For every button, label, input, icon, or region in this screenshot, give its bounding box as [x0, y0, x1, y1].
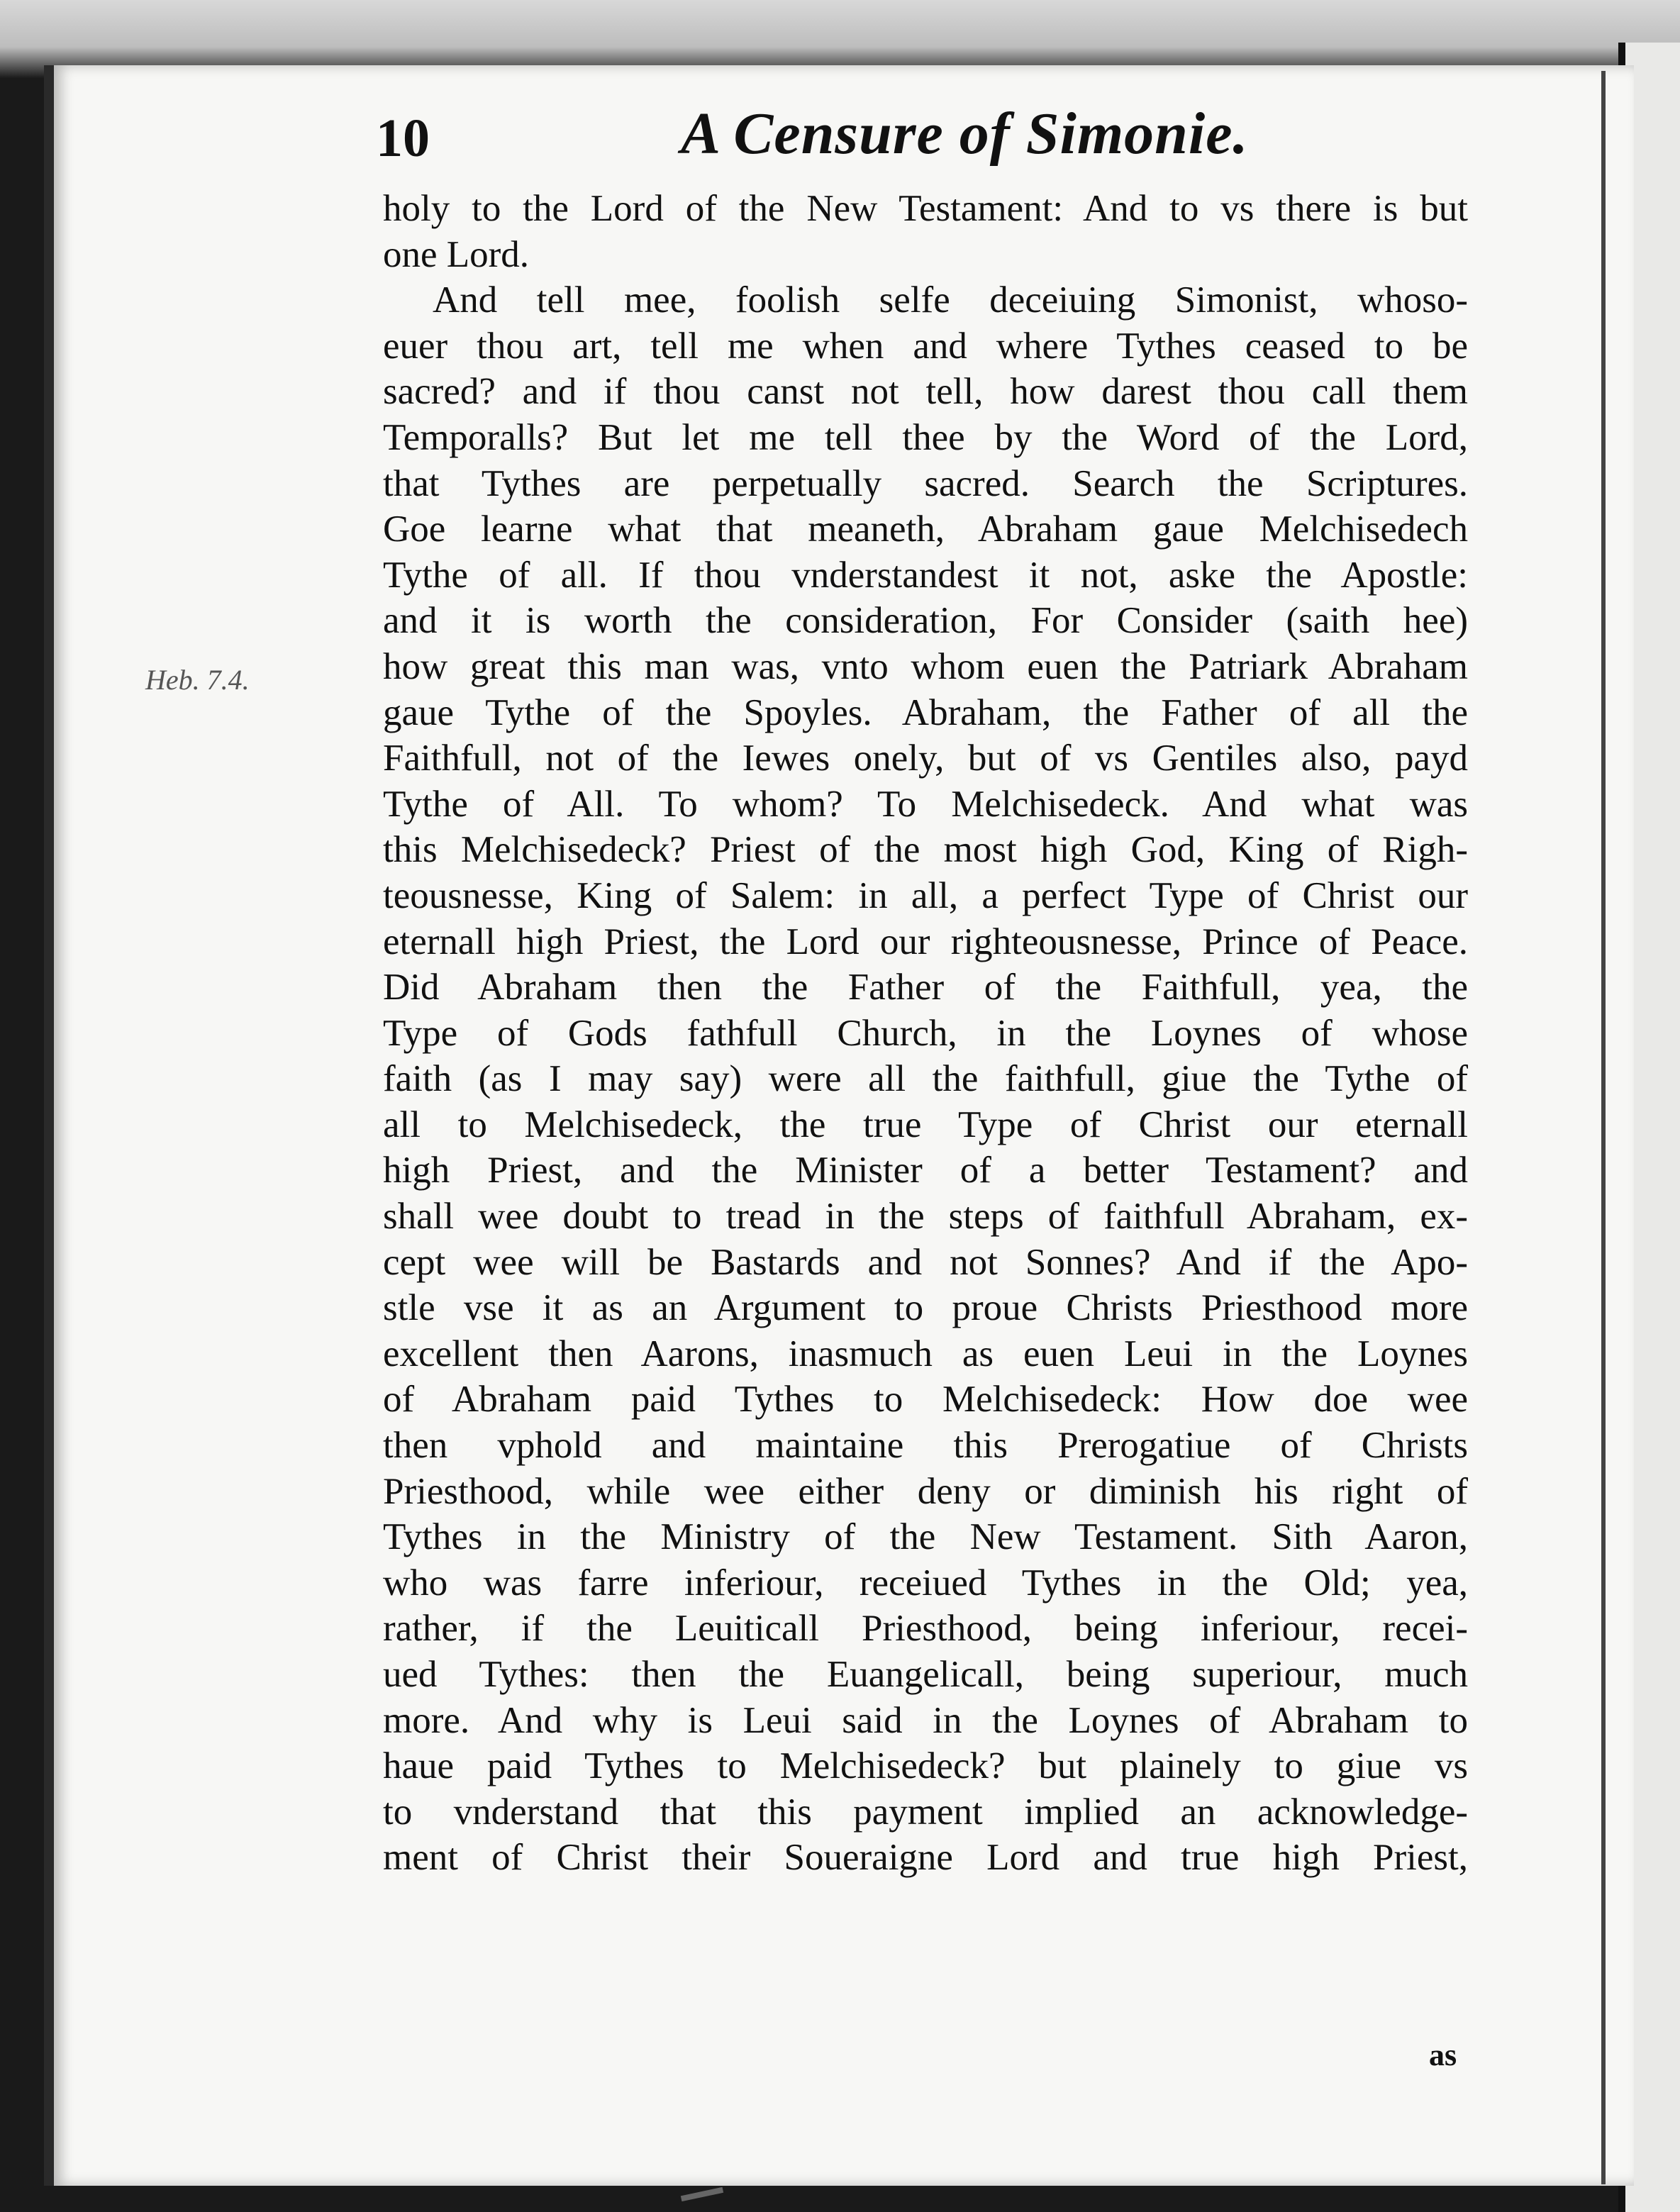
text-line: that Tythes are perpetually sacred. Search the Scriptures.	[383, 462, 1468, 504]
text-line: then vphold and maintaine this Prerogatiue of Christs	[383, 1425, 1468, 1467]
page-edge-line	[1601, 71, 1606, 2184]
text-line: teousnesse, King of Salem: in all, a perfect Type of Christ our	[383, 874, 1468, 916]
ink-mark	[681, 2187, 723, 2201]
running-title: A Censure of Simonie.	[681, 101, 1249, 167]
text-line: who was farre inferiour, receiued Tythes in the Old; yea,	[383, 1562, 1468, 1604]
text-line: Temporalls? But let me tell thee by the Word of the Lord,	[383, 416, 1468, 458]
page-number: 10	[376, 109, 430, 168]
text-line: holy to the Lord of the New Testament: And to vs there is but	[383, 188, 1468, 229]
text-line: to vnderstand that this payment implied an acknowledge-	[383, 1791, 1468, 1833]
text-line: Type of Gods fathfull Church, in the Loynes of whose	[383, 1012, 1468, 1054]
text-line: excellent then Aarons, inasmuch as euen Leui in the Loynes	[383, 1333, 1468, 1374]
page-header	[376, 99, 1482, 177]
text-line: Did Abraham then the Father of the Faithfull, yea, the	[383, 967, 1468, 1008]
text-line: Priesthood, while wee either deny or diminish his right of	[383, 1470, 1468, 1512]
margin-note: Heb. 7.4.	[145, 664, 250, 696]
text-line: And tell mee, foolish selfe deceiuing Simonist, whoso-	[433, 279, 1468, 321]
text-line: Faithfull, not of the Iewes onely, but of vs Gentiles also, payd	[383, 738, 1468, 779]
text-line: how great this man was, vnto whom euen the Patriark Abraham	[383, 645, 1468, 687]
text-line: this Melchisedeck? Priest of the most high God, King of Righ-	[383, 829, 1468, 871]
text-line: Goe learne what that meaneth, Abraham gaue Melchisedech	[383, 508, 1468, 550]
text-line: and it is worth the consideration, For Consider (saith hee)	[383, 600, 1468, 642]
text-line: shall wee doubt to tread in the steps of faithfull Abraham, ex-	[383, 1196, 1468, 1238]
text-line: sacred? and if thou canst not tell, how darest thou call them	[383, 371, 1468, 413]
text-line: stle vse it as an Argument to proue Christs Priesthood more	[383, 1287, 1468, 1329]
text-line: Tythes in the Ministry of the New Testament. Sith Aaron,	[383, 1516, 1468, 1558]
text-line: gaue Tythe of the Spoyles. Abraham, the Father of all the	[383, 691, 1468, 733]
text-line: Tythe of all. If thou vnderstandest it not, aske the Apostle:	[383, 554, 1468, 596]
text-line: of Abraham paid Tythes to Melchisedeck: How doe wee	[383, 1379, 1468, 1421]
catchword: as	[1429, 2038, 1457, 2072]
text-line: all to Melchisedeck, the true Type of Christ our eternall	[383, 1104, 1468, 1145]
text-line: cept wee will be Bastards and not Sonnes? And if the Apo-	[383, 1241, 1468, 1283]
text-line: euer thou art, tell me when and where Tythes ceased to be	[383, 325, 1468, 367]
text-line: eternall high Priest, the Lord our righteousnesse, Prince of Peace.	[383, 921, 1468, 962]
text-line: ued Tythes: then the Euangelicall, being superiour, much	[383, 1654, 1468, 1695]
body-text	[383, 186, 1468, 1881]
text-line: more. And why is Leui said in the Loynes of Abraham to	[383, 1699, 1468, 1741]
text-line: haue paid Tythes to Melchisedeck? but plainely to giue vs	[383, 1745, 1468, 1787]
text-line: faith (as I may say) were all the faithfull, giue the Tythe of	[383, 1058, 1468, 1100]
text-line: rather, if the Leuiticall Priesthood, being inferiour, recei-	[383, 1608, 1468, 1650]
text-line: high Priest, and the Minister of a better Testament? and	[383, 1150, 1468, 1191]
text-line: one Lord.	[383, 233, 530, 275]
text-line: Tythe of All. To whom? To Melchisedeck. And what was	[383, 783, 1468, 825]
text-line: ment of Christ their Soueraigne Lord and true high Priest,	[383, 1837, 1468, 1879]
